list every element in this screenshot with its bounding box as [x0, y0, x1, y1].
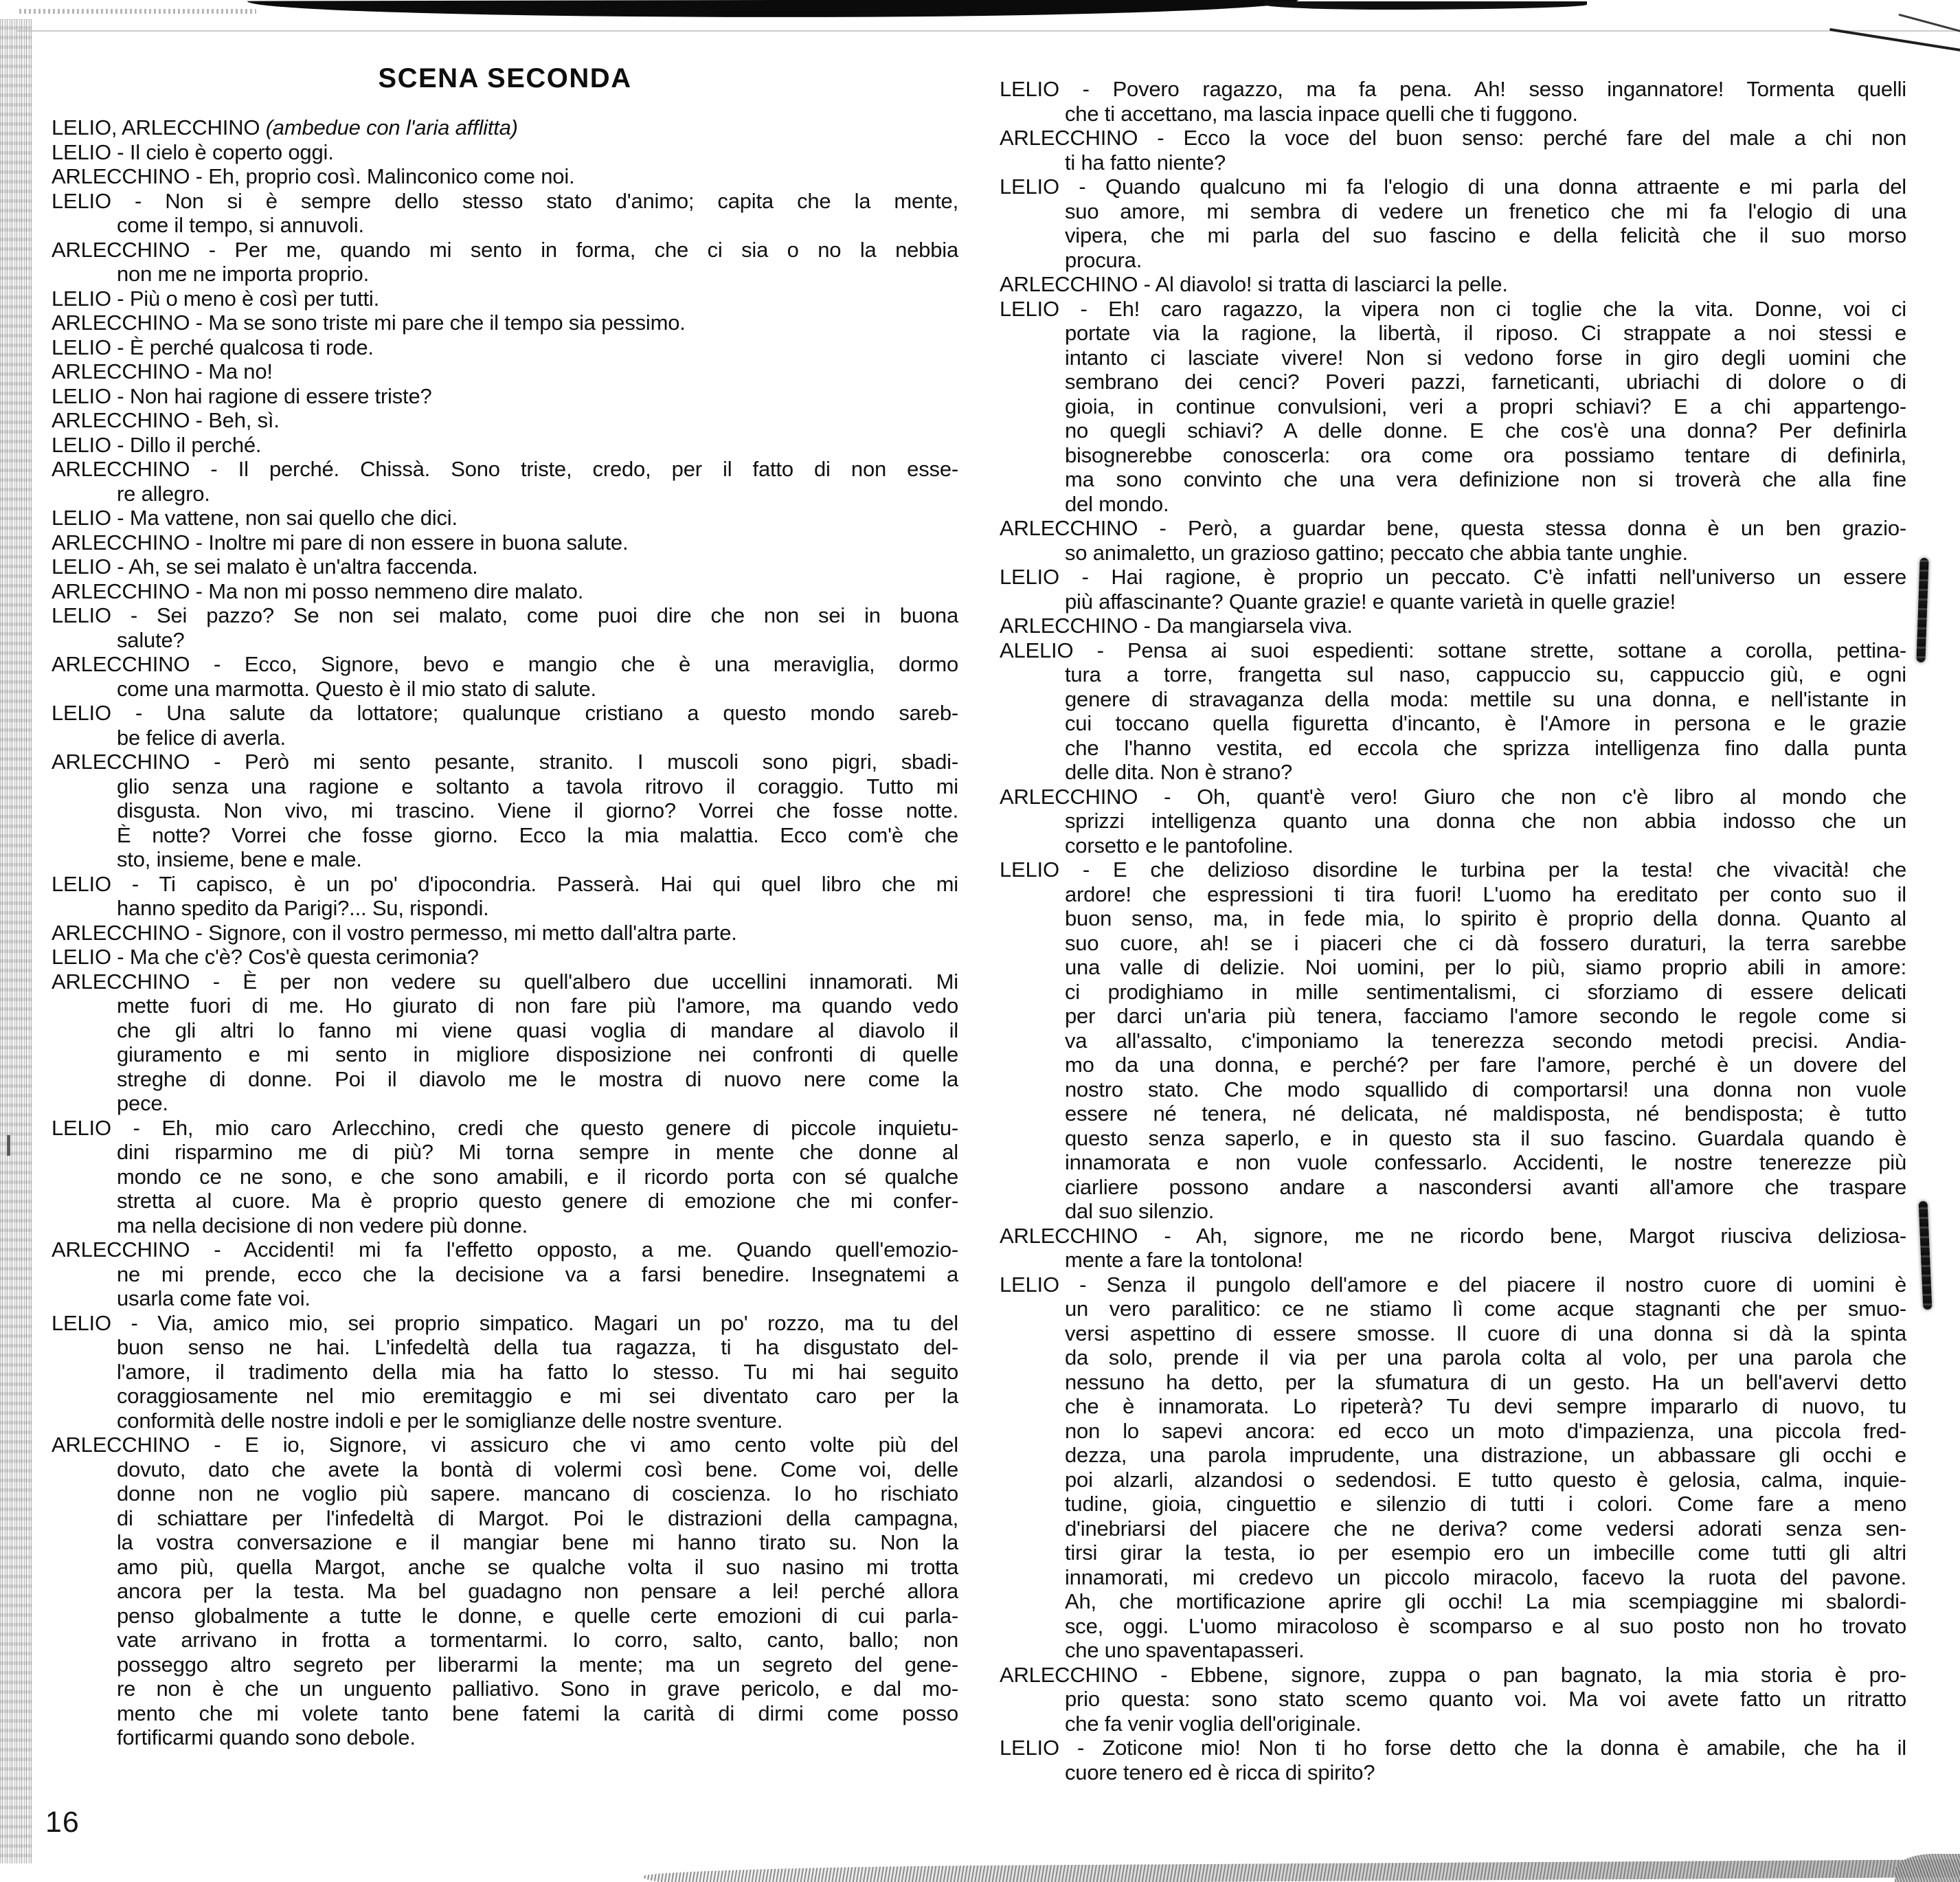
script-line: hanno spedito da Parigi?... Su, rispondi.: [117, 896, 489, 920]
script-line: streghe di donne. Poi il diavolo me le mostra di nuovo nere come la: [117, 1066, 958, 1091]
script-line: non me ne importa proprio.: [117, 262, 369, 286]
script-line: LELIO - E che delizioso disordine le turbina per la testa! che vivacità! che: [1000, 858, 1906, 882]
script-line: donne non ne voglio più sapere. mancano di coscienza. Io ho rischiato: [117, 1481, 958, 1505]
script-line: ARLECCHINO - Accidenti! mi fa l'effetto opposto, a me. Quando quell'emozio-: [52, 1237, 958, 1262]
speech: [52, 408, 958, 433]
script-line: ARLECCHINO - Ma non mi posso nemmeno dire malato.: [52, 579, 584, 603]
script-line: ARLECCHINO - Per me, quando mi sento in forma, che ci sia o no la nebbia: [52, 237, 958, 262]
scan-artifact-bottom-corner: [1895, 1854, 1960, 1882]
script-line: ARLECCHINO - Ma no!: [52, 359, 273, 383]
speech: [52, 652, 958, 701]
script-line: che gli altri lo fanno mi viene quasi voglia di mandare al diavolo il: [117, 1018, 958, 1042]
script-line: mente a fare la tontolona!: [1065, 1248, 1303, 1272]
script-line: LELIO - Ti capisco, è un po' d'ipocondria. Passerà. Hai qui quel libro che mi: [52, 871, 958, 896]
script-line: intanto ci lasciate vivere! Non si vedono forse in giro degli uomini che: [1065, 345, 1906, 370]
speech: [52, 457, 958, 506]
speech: [1000, 1224, 1906, 1273]
script-line: Ah, che mortificazione aprire gli occhi! La mia scempiaggine mi sbalordi-: [1065, 1589, 1906, 1613]
script-line: ti ha fatto niente?: [1065, 150, 1226, 175]
speech: [52, 1116, 958, 1238]
script-line: innamorata e non vuole confessarlo. Accidenti, le nostre tenerezze più: [1065, 1150, 1906, 1174]
script-line: che uno spaventapasseri.: [1065, 1638, 1305, 1662]
scan-artifact-top-bar: [247, 0, 1298, 19]
script-line: sprizzi intelligenza quanto una donna che non abbia indosso che un: [1065, 809, 1906, 833]
script-line: LELIO - Povero ragazzo, ma fa pena. Ah! sesso ingannatore! Tormenta quelli: [1000, 77, 1906, 101]
script-line: nostro stato. Che modo squallido di comportarsi! una donna non vuole: [1065, 1077, 1906, 1101]
script-line: vate arrivano in frotta a tormentarmi. Io corro, salto, canto, ballo; non: [117, 1628, 958, 1652]
script-line: che ti accettano, ma lascia inpace quelli che ti fuggono.: [1065, 101, 1578, 126]
script-line: dal suo silenzio.: [1065, 1199, 1215, 1223]
script-line: genere di stravaganza della moda: mettile su una donna, e nell'istante in: [1065, 686, 1906, 711]
speech: [1000, 1663, 1906, 1736]
script-line: LELIO - Dillo il perché.: [52, 432, 262, 457]
script-line: glio senza una ragione e soltanto a tavola ritrovo il coraggio. Tutto mi: [117, 774, 958, 798]
script-line: ARLECCHINO - Il perché. Chissà. Sono triste, credo, per il fatto di non esse-: [52, 457, 958, 481]
speech: [52, 238, 958, 287]
script-line: che l'hanno vestita, ed eccola che sprizza intelligenza fino dalla punta: [1065, 735, 1906, 760]
script-line: ARLECCHINO - E io, Signore, vi assicuro che vi amo cento volte più del: [52, 1433, 958, 1457]
script-line: ARLECCHINO - Eh, proprio così. Malinconico come noi.: [52, 164, 575, 188]
text-column-left: [52, 115, 958, 1750]
script-line: salute?: [117, 627, 185, 652]
speech: [1000, 175, 1906, 272]
speech: [1000, 638, 1906, 785]
speech: [1000, 77, 1906, 126]
speech: [52, 701, 958, 750]
script-line: un vero paralitico: ce ne stiamo lì come acque stagnanti che per smuo-: [1065, 1297, 1906, 1321]
speech: [52, 554, 958, 579]
script-line: cui toccano quella figuretta d'incanto, è l'Amore in persona e le grazie: [1065, 711, 1906, 735]
speech: [1000, 565, 1906, 614]
script-line: LELIO - Ah, se sei malato è un'altra faccenda.: [52, 554, 478, 579]
script-line: ARLECCHINO - Ecco, Signore, bevo e mangio che è una meraviglia, dormo: [52, 652, 958, 676]
speech: [1000, 785, 1906, 858]
script-line: ARLECCHINO - Inoltre mi pare di non essere in buona salute.: [52, 530, 629, 554]
script-line: re allegro.: [117, 481, 210, 506]
script-line: ARLECCHINO - Signore, con il vostro permesso, mi metto dall'altra parte.: [52, 920, 737, 945]
scene-heading: SCENA SECONDA: [378, 63, 632, 93]
script-line: dini risparmino me di più? Mi torna sempre in mente che donne al: [117, 1140, 958, 1164]
script-line: d'inebriarsi del piacere che ne deriva? come vedersi adorati senza sen-: [1065, 1516, 1906, 1541]
script-line: LELIO - Quando qualcuno mi fa l'elogio di una donna attraente e mi parla del: [1000, 175, 1906, 199]
script-line: versi aspettino di essere smosse. Il cuore di una donna si dà la spinta: [1065, 1321, 1906, 1345]
speech: [52, 359, 958, 384]
script-line: ALELIO - Pensa ai suoi espedienti: sottane strette, sottane a corolla, pettina-: [1000, 638, 1906, 662]
script-line: di schiattare per l'infedeltà di Margot. Poi le distrazioni della campagna,: [117, 1505, 958, 1530]
script-line: portate via la ragione, la libertà, il riposo. Ci strappate a noi stessi e: [1065, 321, 1906, 345]
script-line: bisognerebbe conoscerla: ora come ora possiamo tentare di definirla,: [1065, 443, 1906, 467]
speech: [52, 335, 958, 360]
script-line: sembrano dei cenci? Poveri pazzi, farneticanti, ubriachi di dolore o di: [1065, 370, 1906, 394]
script-line: la vostra conversazione e il mangiar bene mi hanno tirato su. Non la: [117, 1530, 958, 1554]
script-line: LELIO - Non si è sempre dello stesso stato d'animo; capita che la mente,: [52, 188, 958, 213]
script-line: mento che mi volete tanto bene fatemi la carità di dirmi come posso: [117, 1701, 958, 1725]
stage-direction: (ambedue con l'aria afflitta): [265, 115, 518, 139]
script-line: buon senso ne hai. L'infedeltà della tua ragazza, ti ha disgustato del-: [117, 1335, 958, 1359]
scan-artifact-frame-line: [16, 30, 1960, 32]
script-line: ARLECCHINO - Al diavolo! si tratta di lasciarci la pelle.: [1000, 272, 1508, 296]
speech: [1000, 1736, 1906, 1784]
script-line: LELIO - Sei pazzo? Se non sei malato, come puoi dire che non sei in buona: [52, 603, 958, 627]
script-line: LELIO - Zoticone mio! Non ti ho forse detto che la donna è amabile, che ha il: [1000, 1736, 1906, 1760]
script-line: amo più, quella Margot, anche se qualche volta il suo nasino mi trotta: [117, 1554, 958, 1579]
script-line: LELIO - Ma vattene, non sai quello che dici.: [52, 506, 458, 530]
script-line: prio questa: sono stato scemo quanto voi. Ma voi avete fatto un ritratto: [1065, 1687, 1906, 1711]
speech: [1000, 858, 1906, 1224]
script-line: questo senza saperlo, e in questo sta il suo fascino. Guardala quando è: [1065, 1125, 1906, 1150]
script-line: stretta al cuore. Ma è proprio questo genere di emozione che mi confer-: [117, 1189, 958, 1213]
text-column-right: [1000, 77, 1906, 1784]
script-line: LELIO - Via, amico mio, sei proprio simpatico. Magari un po' rozzo, ma tu del: [52, 1310, 958, 1335]
speech: [52, 506, 958, 530]
speech: [52, 603, 958, 652]
script-line: ARLECCHINO - Beh, sì.: [52, 408, 280, 432]
script-line: buon senso, ma, in fede mia, lo spirito è proprio della donna. Quanto al: [1065, 906, 1906, 930]
script-line: LELIO - Eh! caro ragazzo, la vipera non ci toglie che la vita. Donne, voi ci: [1000, 296, 1906, 321]
script-line: che fa venir voglia dell'originale.: [1065, 1711, 1362, 1736]
speech: [1000, 297, 1906, 517]
script-line: LELIO - Più o meno è così per tutti.: [52, 286, 379, 311]
speech: [52, 921, 958, 945]
script-line: che è innamorata. Lo ripeterà? Tu devi sempre impararlo di nuovo, tu: [1065, 1394, 1906, 1418]
script-line: È notte? Vorrei che fosse giorno. Ecco la mia malattia. Ecco com'è che: [117, 822, 958, 847]
script-line: LELIO - Non hai ragione di essere triste?: [52, 383, 432, 408]
script-line: procura.: [1065, 247, 1142, 272]
speech: [52, 140, 958, 165]
script-line: come il tempo, si annuvoli.: [117, 213, 364, 237]
speech: [52, 1237, 958, 1311]
script-line: ma nella decisione di non vedere più donne.: [117, 1213, 528, 1237]
scan-artifact-bottom-band: [642, 1859, 1960, 1882]
cast-line: [52, 115, 958, 140]
script-line: ARLECCHINO - Però, a guardar bene, questa stessa donna è un ben grazio-: [1000, 516, 1906, 540]
script-line: conformità delle nostre indoli e per le somiglianze delle nostre sventure.: [117, 1408, 783, 1433]
script-line: coraggiosamente nel mio eremitaggio e mi sei diventato caro per la: [117, 1384, 958, 1408]
script-line: delle dita. Non è strano?: [1065, 760, 1293, 784]
script-line: nessuno ha detto, per la sfumatura di un gesto. Ha un bell'avervi detto: [1065, 1369, 1906, 1394]
script-line: sce, oggi. L'uomo miracoloso è scomparso e al suo posto non ho trovato: [1065, 1613, 1906, 1638]
script-line: ciarliere possono andare a nascondersi avanti all'amore che traspare: [1065, 1174, 1906, 1199]
script-line: no quegli schiavi? A delle donne. E che cos'è una donna? Per definirla: [1065, 418, 1906, 443]
script-line: gioia, in continue convulsioni, veri a propri schiavi? E a chi appartengo-: [1065, 394, 1906, 418]
script-line: come una marmotta. Questo è il mio stato di salute.: [117, 676, 596, 701]
script-line: so animaletto, un grazioso gattino; peccato che abbia tante unghie.: [1065, 540, 1688, 565]
script-line: sto, insieme, bene e male.: [117, 847, 362, 871]
scan-artifact-top-speckle: [19, 9, 256, 14]
speech: [52, 189, 958, 238]
script-line: ARLECCHINO - Però mi sento pesante, stranito. I muscoli sono pigri, sbadi-: [52, 750, 958, 774]
script-line: dezza, una parola imprudente, una distrazione, un abbassare gli occhi e: [1065, 1443, 1906, 1467]
speech: [52, 164, 958, 189]
script-line: re non è che un unguento palliativo. Sono in grave pericolo, e dal mo-: [117, 1677, 958, 1701]
script-line: poi alzarli, alzandosi o sedendosi. E tutto questo è gelosia, calma, inquie-: [1065, 1467, 1906, 1492]
speech: [1000, 126, 1906, 175]
speech: [52, 579, 958, 604]
script-line: ci prodighiamo in mille sentimentalismi, ci sforziamo di essere delicati: [1065, 979, 1906, 1004]
speech: [52, 384, 958, 409]
speech: [52, 970, 958, 1116]
script-line: tudine, gioia, cinguettio e silenzio di tutti i colori. Come fare a meno: [1065, 1492, 1906, 1516]
script-line: pece.: [117, 1091, 168, 1115]
ink-smudge-mark: [1919, 1201, 1933, 1310]
ink-smudge-mark: [1916, 558, 1928, 662]
speech: [52, 1311, 958, 1433]
script-line: tirsi girar la testa, io per esempio ero un imbecille come tutti gli altri: [1065, 1541, 1906, 1565]
speech: [1000, 516, 1906, 565]
script-line: tura a torre, frangetta sul naso, cappuccio su, cappuccio giù, e ogni: [1065, 662, 1906, 686]
script-line: mette fuori di me. Ho giurato di non fare più l'amore, ma quando vedo: [117, 994, 958, 1018]
script-line: ARLECCHINO - È per non vedere su quell'albero due uccellini innamorati. Mi: [52, 969, 958, 994]
script-line: ancora per la testa. Ma bel guadagno non pensare a lei! perché allora: [117, 1579, 958, 1603]
script-line: dovuto, dato che avete la bontà di volermi così bene. Come voi, delle: [117, 1457, 958, 1481]
script-line: ne mi prende, ecco che la decisione va a farsi benedire. Insegnatemi a: [117, 1262, 958, 1286]
script-line: ma sono convinto che una vera definizione non si troverà che alla fine: [1065, 467, 1906, 491]
script-line: posseggo altro segreto per liberarmi la mente; ma un segreto del gene-: [117, 1652, 958, 1677]
script-line: corsetto e le pantofoline.: [1065, 833, 1294, 858]
speech: [52, 287, 958, 311]
script-line: più affascinante? Quante grazie! e quante varietà in quelle grazie!: [1065, 589, 1676, 614]
script-line: mondo ce ne sono, e che sono amabili, e il ricordo porta con sé qualche: [117, 1164, 958, 1189]
script-line: LELIO - Una salute da lottatore; qualunque cristiano a questo mondo sareb-: [52, 701, 958, 725]
script-line: ARLECCHINO - Ma se sono triste mi pare che il tempo sia pessimo.: [52, 311, 686, 335]
scan-artifact-left-dash: [7, 1135, 10, 1156]
script-line: penso globalmente a tutte le donne, e quelle certe emozioni di cui parla-: [117, 1603, 958, 1628]
script-line: usarla come fate voi.: [117, 1286, 311, 1310]
binding-shadow-band: [0, 19, 32, 1863]
speech: [52, 872, 958, 921]
script-line: innamorati, mi credevo un piccolo miracolo, facevo la ruota del pavone.: [1065, 1565, 1906, 1589]
script-line: ardore! che espressioni ti tira fuori! L'uomo ha ereditato per conto suo il: [1065, 882, 1906, 906]
script-line: LELIO - Hai ragione, è proprio un peccato. C'è infatti nell'universo un essere: [1000, 565, 1906, 589]
speech: [52, 433, 958, 458]
script-line: cuore tenero ed è ricca di spirito?: [1065, 1760, 1375, 1784]
speech: [52, 750, 958, 872]
script-line: disgusta. Non vivo, mi trascino. Viene il giorno? Vorrei che fosse notte.: [117, 798, 958, 822]
speech: [1000, 614, 1906, 638]
script-line: per darci un'aria più tenera, facciamo l'amore secondo le regole come si: [1065, 1004, 1906, 1028]
script-line: del mondo.: [1065, 491, 1169, 516]
script-line: LELIO - Il cielo è coperto oggi.: [52, 139, 334, 164]
speech: [52, 1433, 958, 1750]
speech: [52, 530, 958, 555]
speech: [1000, 1273, 1906, 1663]
page-number: 16: [45, 1806, 80, 1839]
script-line: va all'assalto, c'imponiamo la tenerezza secondo metodi precisi. Andia-: [1065, 1028, 1906, 1053]
script-line: be felice di averla.: [117, 725, 286, 750]
speech: [52, 945, 958, 970]
speech: [52, 311, 958, 335]
script-line: suo cuore, ah! se i piaceri che ci dà fossero duraturi, la terra sarebbe: [1065, 930, 1906, 955]
script-line: non lo sapevi ancora: ed ecco un moto d'impazienza, una piccola fred-: [1065, 1418, 1906, 1443]
script-line: una valle di delizie. Noi uomini, per lo più, siamo proprio abili in amore:: [1065, 955, 1906, 979]
script-line: ARLECCHINO - Ebbene, signore, zuppa o pan bagnato, la mia storia è pro-: [1000, 1662, 1906, 1687]
script-line: essere né tenera, né delicata, né maldisposta, né bendisposta; è tutto: [1065, 1101, 1906, 1125]
script-line: giuramento e mi sento in migliore disposizione nei confronti di quelle: [117, 1042, 958, 1066]
cast-names: LELIO, ARLECCHINO: [52, 115, 266, 139]
script-line: l'amore, il tradimento della mia ha fatto lo stesso. Tu mi hai seguito: [117, 1359, 958, 1384]
script-line: LELIO - Ma che c'è? Cos'è questa cerimonia?: [52, 945, 479, 969]
script-line: LELIO - Eh, mio caro Arlecchino, credi che questo genere di piccole inquietu-: [52, 1115, 958, 1140]
script-line: ARLECCHINO - Oh, quant'è vero! Giuro che non c'è libro al mondo che: [1000, 784, 1906, 809]
script-line: LELIO - Senza il pungolo dell'amore e del piacere il nostro cuore di uomini è: [1000, 1272, 1906, 1297]
script-line: da solo, prende il via per una parola colta al volo, per una parola che: [1065, 1345, 1906, 1369]
scan-artifact-top-bar-tail: [1264, 1, 1587, 10]
script-line: vipera, che mi parla del suo fascino e della felicità che il suo morso: [1065, 223, 1906, 247]
script-line: ARLECCHINO - Ah, signore, me ne ricordo bene, Margot riusciva deliziosa-: [1000, 1223, 1906, 1248]
script-line: fortificarmi quando sono debole.: [117, 1725, 416, 1749]
script-line: LELIO - È perché qualcosa ti rode.: [52, 335, 374, 359]
script-line: ARLECCHINO - Da mangiarsela viva.: [1000, 614, 1353, 638]
script-line: mo da una donna, e perché? per fare l'amore, perché è un dovere del: [1065, 1053, 1906, 1077]
script-line: suo amore, mi sembra di vedere un frenetico che mi fa l'elogio di una: [1065, 199, 1906, 223]
speech: [1000, 272, 1906, 297]
script-line: ARLECCHINO - Ecco la voce del buon senso: perché fare del male a chi non: [1000, 126, 1906, 150]
